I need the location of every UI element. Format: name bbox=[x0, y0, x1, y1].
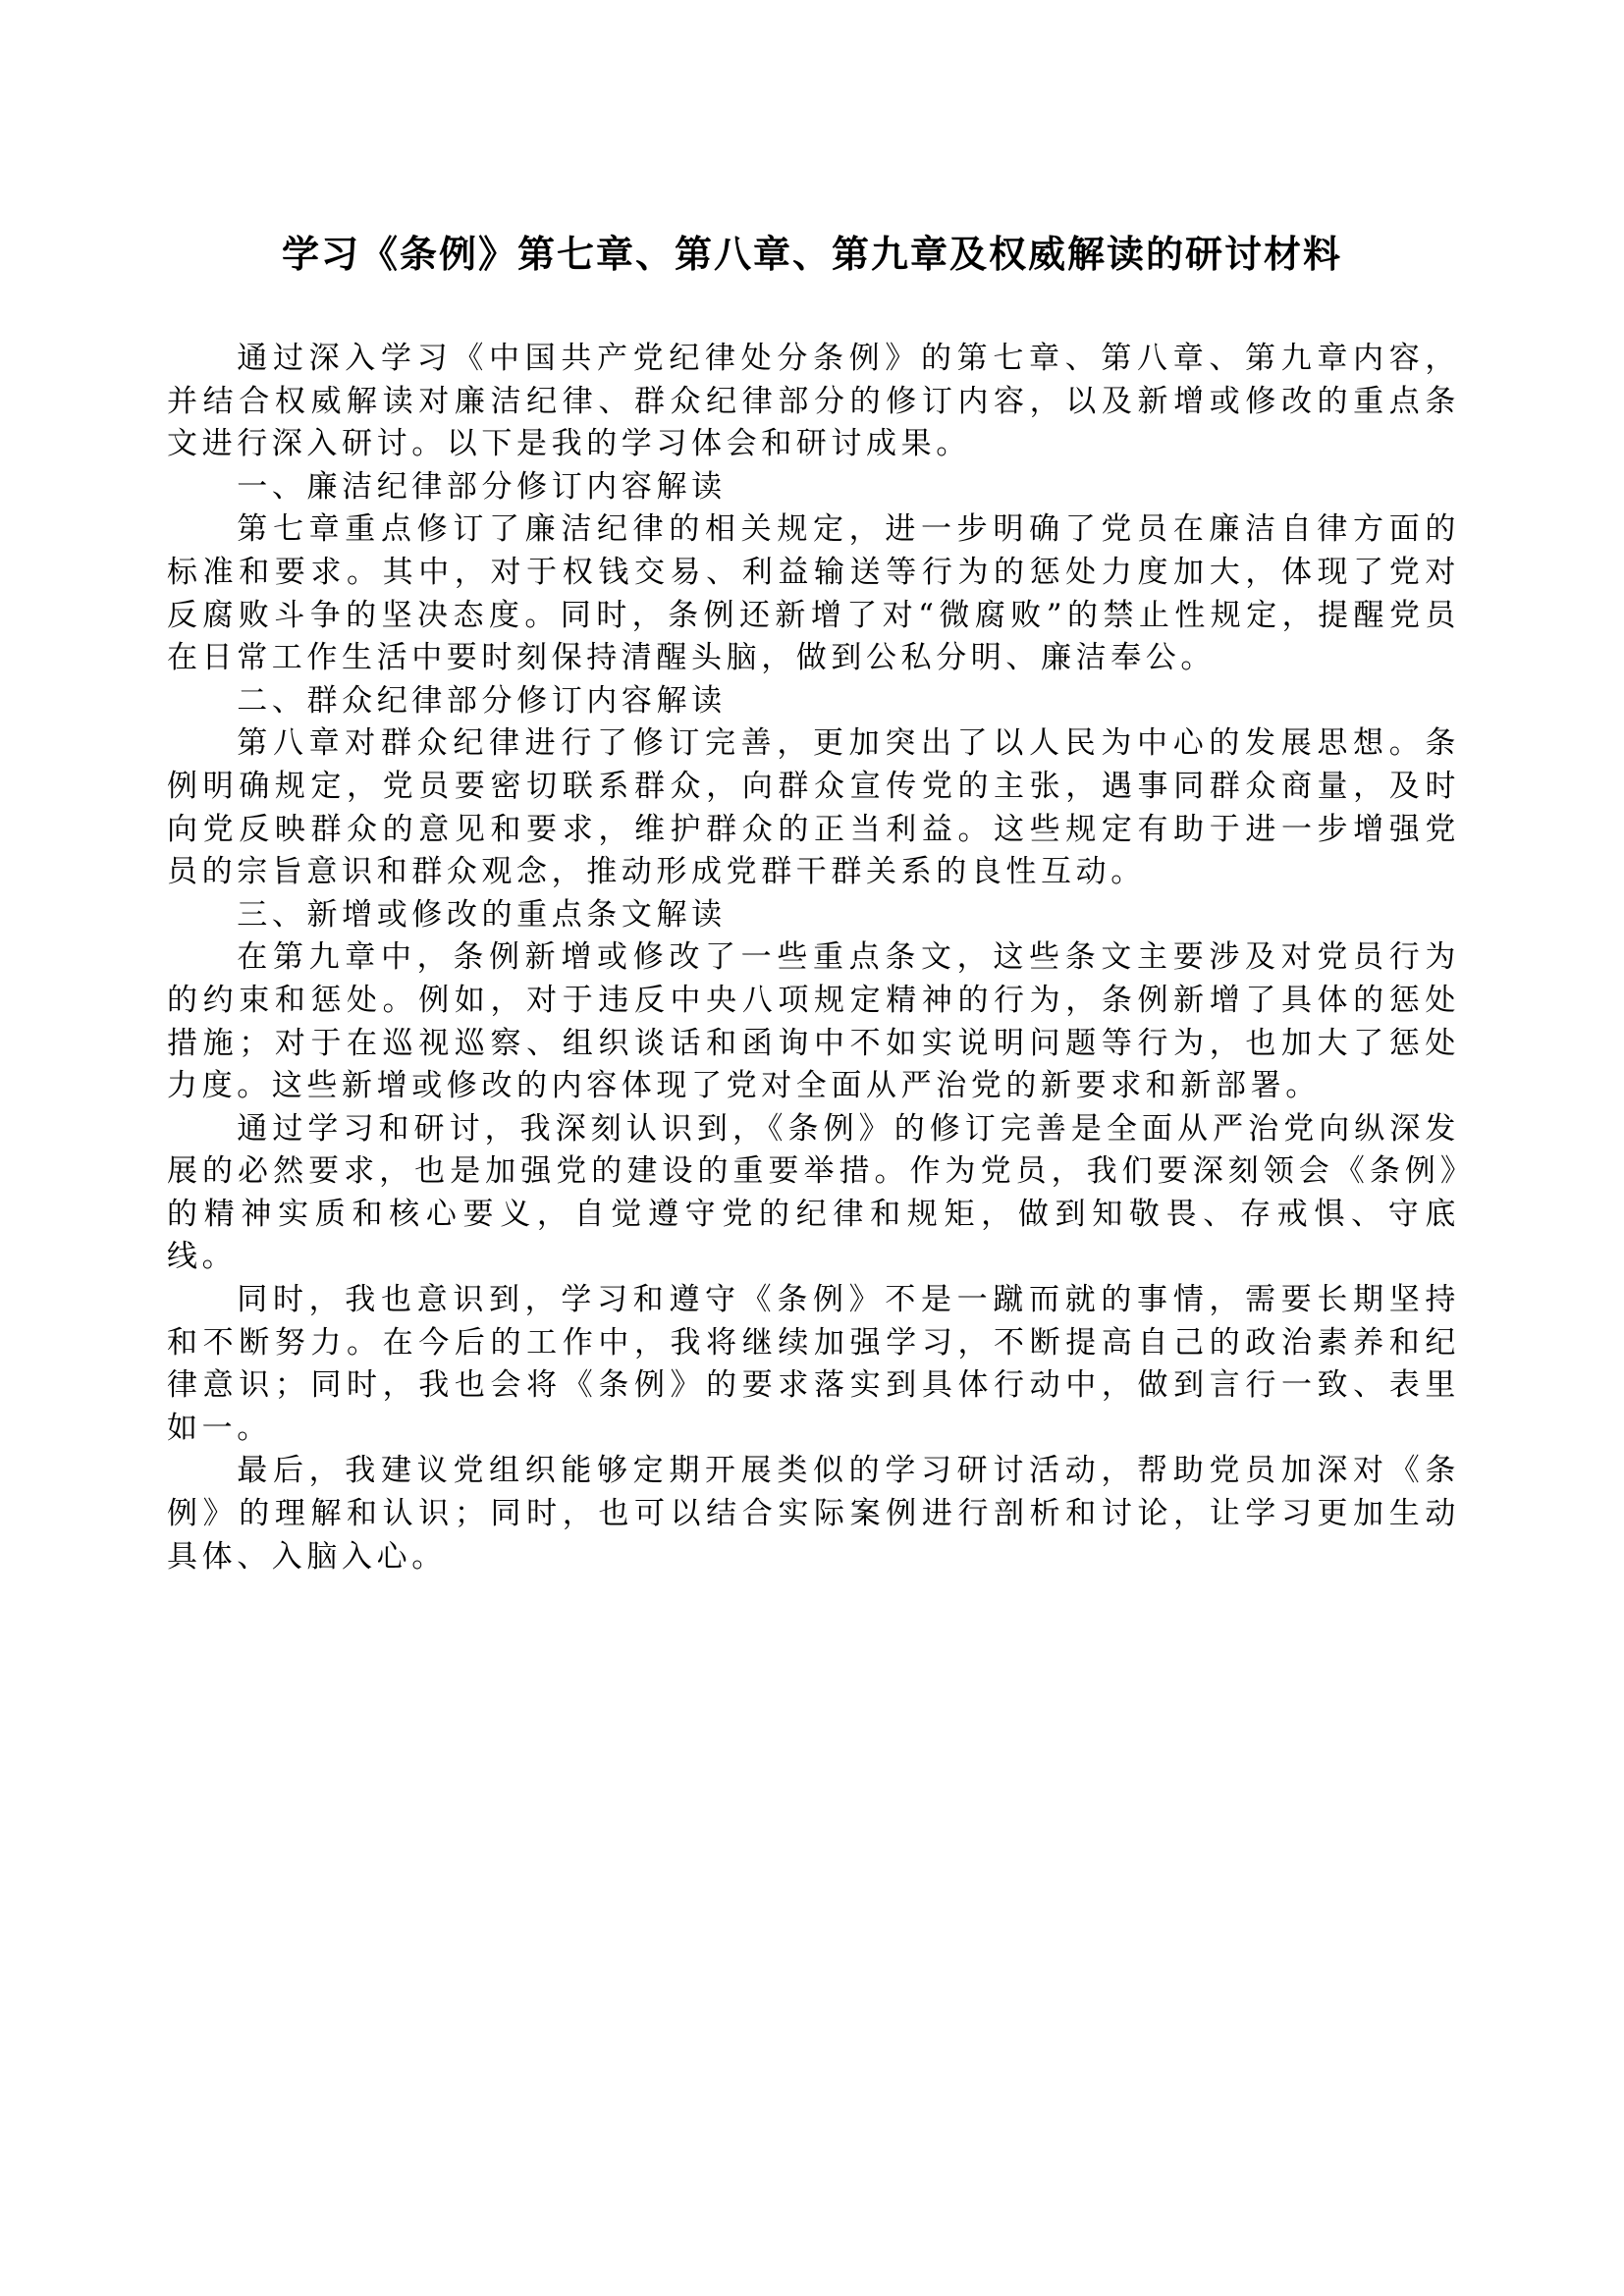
paragraph-section-1: 第七章重点修订了廉洁纪律的相关规定，进一步明确了党员在廉洁自律方面的标准和要求。其中，对于权钱交易、利益输送等行为的惩处力度加大，体现了党对反腐败斗争的坚决态度。同时，条例还新增了对“微腐败”的禁止性规定，提醒党员在日常工作生活中要时刻保持清醒头脑，做到公私分明、廉洁奉公。 bbox=[167, 511, 1460, 676]
paragraph-reflection: 通过学习和研讨，我深刻认识到，《条例》的修订完善是全面从严治党向纵深发展的必然要求，也是加强党的建设的重要举措。作为党员，我们要深刻领会《条例》的精神实质和核心要义，自觉遵守党的纪律和规矩，做到知敬畏、存戒惧、守底线。 bbox=[167, 1110, 1460, 1275]
section-heading-2: 二、群众纪律部分修订内容解读 bbox=[237, 682, 727, 719]
section-heading-3: 三、新增或修改的重点条文解读 bbox=[237, 896, 727, 933]
paragraph-intro: 通过深入学习《中国共产党纪律处分条例》的第七章、第八章、第九章内容，并结合权威解读对廉洁纪律、群众纪律部分的修订内容，以及新增或修改的重点条文进行深入研讨。以下是我的学习体会和研讨成果。 bbox=[167, 341, 1460, 462]
document-body bbox=[167, 338, 1460, 1578]
paragraph-section-2: 第八章对群众纪律进行了修订完善，更加突出了以人民为中心的发展思想。条例明确规定，党员要密切联系群众，向群众宣传党的主张，遇事同群众商量，及时向党反映群众的意见和要求，维护群众的正当利益。这些规定有助于进一步增强党员的宗旨意识和群众观念，推动形成党群干群关系的良性互动。 bbox=[167, 725, 1460, 890]
section-heading-1: 一、廉洁纪律部分修订内容解读 bbox=[237, 468, 727, 505]
paragraph-commitment: 同时，我也意识到，学习和遵守《条例》不是一蹴而就的事情，需要长期坚持和不断努力。在今后的工作中，我将继续加强学习，不断提高自己的政治素养和纪律意识；同时，我也会将《条例》的要求落实到具体行动中，做到言行一致、表里如一。 bbox=[167, 1282, 1460, 1446]
document-title: 学习《条例》第七章、第八章、第九章及权威解读的研讨材料 bbox=[281, 235, 1342, 276]
paragraph-section-3: 在第九章中，条例新增或修改了一些重点条文，这些条文主要涉及对党员行为的约束和惩处。例如，对于违反中央八项规定精神的行为，条例新增了具体的惩处措施；对于在巡视巡察、组织谈话和函询中不如实说明问题等行为，也加大了惩处力度。这些新增或修改的内容体现了党对全面从严治党的新要求和新部署。 bbox=[167, 939, 1460, 1104]
paragraph-suggestion: 最后，我建议党组织能够定期开展类似的学习研讨活动，帮助党员加深对《条例》的理解和认识；同时，也可以结合实际案例进行剖析和讨论，让学习更加生动具体、入脑入心。 bbox=[167, 1453, 1460, 1575]
